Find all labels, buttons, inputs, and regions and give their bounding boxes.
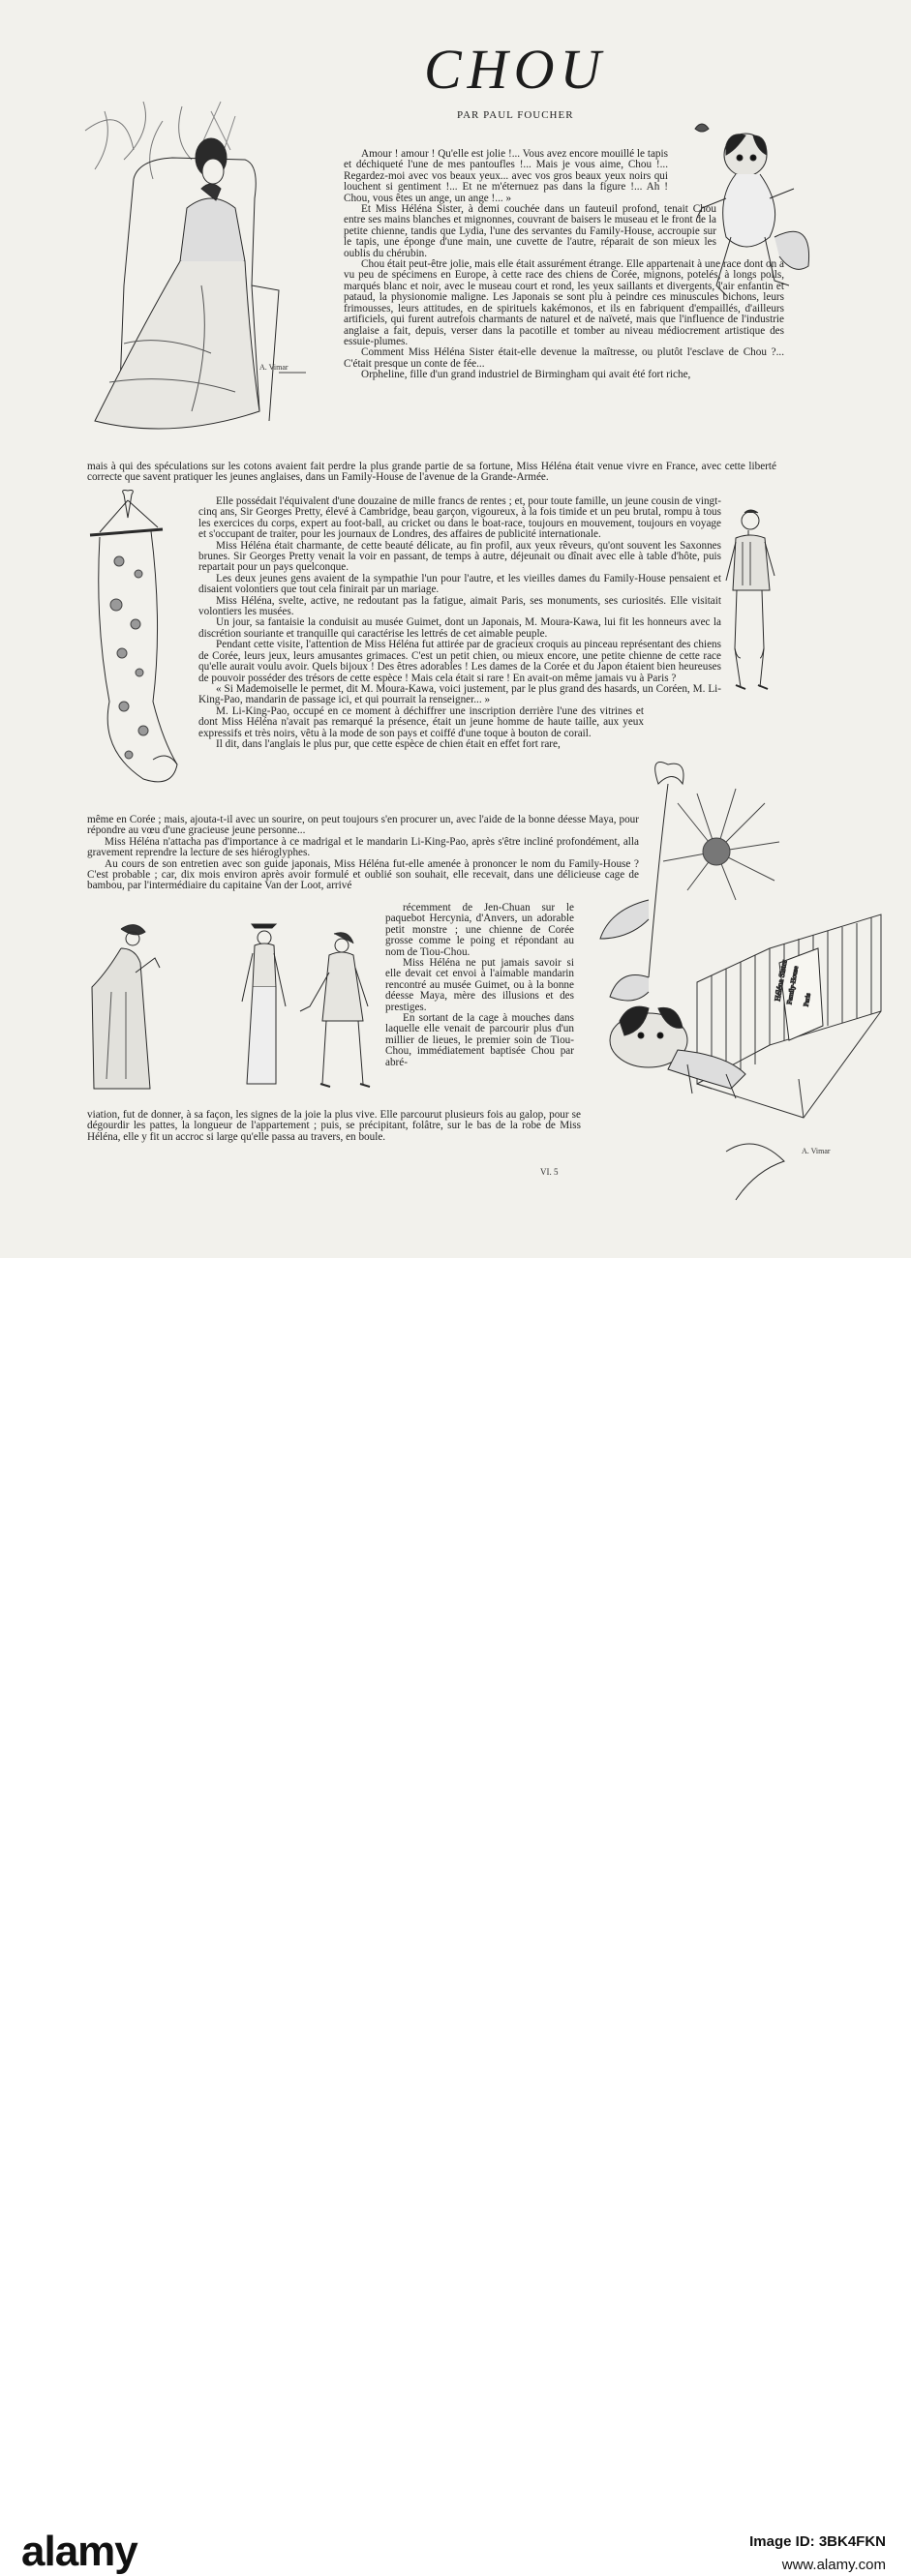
text-block-2 [87,462,776,484]
paragraph: Miss Héléna ne put jamais savoir si elle devait cet envoi à l'aimable mandarin rencontré au musée Guimet, ou à la bonne déesse Maya, mère des illusions et des prestiges. [385,957,574,1013]
three-figures-illustration [82,914,373,1093]
image-id: Image ID: 3BK4FKN [749,2533,886,2550]
paragraph: viation, fut de donner, à sa façon, les signes de la joie la plus vive. Elle parcourut plusieurs fois au galop, pour se dégourdir les pattes, la longueur de l'appartement ; puis, se précipitant, folâtre, sur le bas de la robe de Miss Héléna, elle y fit un accroc si large qu'elle passa au travers, en boule. [87,1109,581,1143]
cage-label-house: Family-House [785,965,801,1005]
article-byline: PAR PAUL FOUCHER [457,109,574,121]
magazine-page [0,0,911,1258]
woman-in-armchair-illustration [66,92,337,450]
paragraph: Miss Héléna était charmante, de cette beauté délicate, au fin profil, aux yeux rêveurs, qu'ont souvent les Saxonnes brunes. Sir Georges Pretty venait la voir en passant, de temps à autre, déjeunait ou dînait avec elle à table d'hôte, puis repartait pour un pays quelconque. [198,539,721,574]
paragraph: Orpheline, fille d'un grand industriel de Birmingham qui avait été fort riche, [361,369,691,381]
paragraph: « Si Mademoiselle le permet, dit M. Moura-Kawa, voici justement, par le plus grand des hasards, un Coréen, M. Li-King-Pao, mandarin de passage ici, et qui pourrait la renseigner... » [198,682,721,706]
paragraph: mais à qui des spéculations sur les cotons avaient fait perdre la plus grande partie de sa fortune, Miss Héléna était venue vivre en France, avec cette liberté correcte que savent pratiquer les jeunes anglaises, dans un Family-House de l'avenue de la Grande-Armée. [87,461,776,484]
paragraph: Les deux jeunes gens avaient de la sympathie l'un pour l'autre, et les vieilles dames du Family-House pensaient et disaient volontiers que tout cela finirait par un mariage. [198,572,721,596]
paragraph: M. Li-King-Pao, occupé en ce moment à déchiffrer une inscription derrière l'une des vitrines et dont Miss Héléna n'avait pas remarqué la présence, était un jeune homme de haute taille, aux yeux expressifs et très noirs, vêtu à la mode de son pays et coiffé d'une toque à bouton de corail. [198,704,644,739]
paragraph: récemment de Jen-Chuan sur le paquebot Hercynia, d'Anvers, un adorable petit monstre ; une chienne de Corée grosse comme le poing et répondant au nom de Tiou-Chou. [385,902,574,958]
paragraph: Chou était peut-être jolie, mais elle était assurément étrange. Elle appartenait à une race dont on a vu peu de spécimens en Europe, à cette race des chiens de Corée, mignons, potelés, à longs poils, marqués blanc et noir, avec le museau court et rond, les yeux saillants et divergents, l'air enfantin et pataud, la physionomie maligne. Les Japonais se sont plu à peindre ces minuscules bichons, leurs frimousses, leurs attitudes, en de spirituels kakémonos, et ils en fabriquent d'empaillés, d'ailleurs artificiels, qui furent autrefois charmants de naturel et de naïveté, mais que l'influence de l'industrie anglaise a fait, depuis, verser dans la pacotille et tomber au niveau médiocrement artistique des essuie-plumes. [344,258,784,347]
artist-signature-cage: A. Vimar [802,1147,831,1155]
article-title: CHOU [424,38,607,101]
paragraph: Miss Héléna, svelte, active, ne redoutant pas la fatigue, aimait Paris, ses monuments, ses curiosités. Elle visitait volontiers les musées. [198,594,721,618]
scroll-kakemono-illustration [85,489,194,794]
text-block-6 [87,1110,581,1143]
standing-man-illustration [721,503,789,697]
paragraph: Un jour, sa fantaisie la conduisit au musée Guimet, dont un Japonais, M. Moura-Kawa, lui fit les honneurs avec la discrétion souriante et tranquille qui caractérise les lettrés de cet aimable peuple. [198,616,721,640]
paragraph: Pendant cette visite, l'attention de Miss Héléna fut attirée par de gracieux croquis au pinceau représentant des chiens de Corée, leurs jeux, leurs amusantes grimaces. C'est un petit chien, ou mieux encore, une petite chienne de cette race qu'elle aurait voulu avoir. Quels bijoux ! Des êtres adorables ! Les dames de la Corée et du Japon étaient bien heureuses de pouvoir posséder des trésors de cette espèce ! Mais cela était si rare ! En avait-on même jamais vu à Paris ? [198,639,721,684]
paragraph: Et Miss Héléna Sister, à demi couchée dans un fauteuil profond, tenait Chou entre ses mains blanches et mignonnes, couvrant de baisers le museau et le front de la petite chienne, tandis que Lydia, l'une des servantes du Family-House, accroupie sur le tapis, une éponge d'une main, une cuvette de l'autre, réparait de son mieux les oublis du chérubin. [344,203,716,259]
paragraph: Miss Héléna n'attacha pas d'importance à ce madrigal et le mandarin Li-King-Pao, après s'être incliné profondément, alla gravement reprendre la lecture de ses hiéroglyphes. [87,835,639,859]
paragraph: Amour ! amour ! Qu'elle est jolie !... Vous avez encore mouillé le tapis et déchiqueté l'une de mes pantoufles !... Mais je vous aime, Chou !... Regardez-moi avec vos beaux yeux... avec vos gros beaux yeux noirs qui louchent si gentiment !... Et ne m'éternuez pas dans la figure !... Ah ! Chou, vous êtes un ange, un ange !... » [344,148,668,204]
text-block-1 [344,149,784,381]
paragraph: Au cours de son entretien avec son guide japonais, Miss Héléna fut-elle amenée à prononcer le nom du Family-House ? C'est probable ; car, dix mois environ après avoir formulé et oublié son souhait, elle recevait, dans une délicieuse cage de bambou, par l'intermédiaire du capitaine Van der Loot, arrivé [87,857,639,892]
paragraph: En sortant de la cage à mouches dans laquelle elle venait de parcourir plus d'un millier de lieues, le premier soin de Tiou-Chou, immédiatement baptisée Chou par abré- [385,1012,574,1068]
text-block-3 [198,496,721,750]
text-block-4 [87,815,639,892]
watermark-footer [0,1258,911,2575]
paragraph: Il dit, dans l'anglais le plus pur, que cette espèce de chien était en effet fort rare, [216,737,561,750]
text-block-5 [385,903,574,1068]
artist-signature-woman: A. Vimar [259,363,288,372]
stock-url[interactable]: www.alamy.com [781,2557,886,2573]
paragraph: même en Corée ; mais, ajouta-t-il avec un sourire, on peut toujours s'en procurer un, avec l'aide de la bonne déesse Maya, pour répondre au vœu d'une gracieuse jeune personne... [87,814,639,837]
cage-label-name: Héléna Sister [773,959,789,1003]
paragraph: Elle possédait l'équivalent d'une douzaine de mille francs de rentes ; et, pour toute famille, un jeune cousin de vingt-cinq ans, Sir Georges Pretty, élevé à Cambridge, beau garçon, vigoureux, à la fois timide et un peu brutal, rompu à tous les exercices du corps, expert au foot-ball, au cricket ou dans le boat-race, toujours en mouvement, toujours en voyage et s'occupant de traiter, pour les journaux de Londres, des affaires de publicité internationale. [198,495,721,541]
page-folio: VI. 5 [540,1167,559,1177]
cage-label-city: Paris [802,992,812,1007]
paragraph: Comment Miss Héléna Sister était-elle devenue la maîtresse, ou plutôt l'esclave de Chou ?... C'était presque un conte de fée... [344,346,784,370]
alamy-logo: alamy [21,2528,137,2575]
dog-cage-flower-illustration [591,745,900,1210]
